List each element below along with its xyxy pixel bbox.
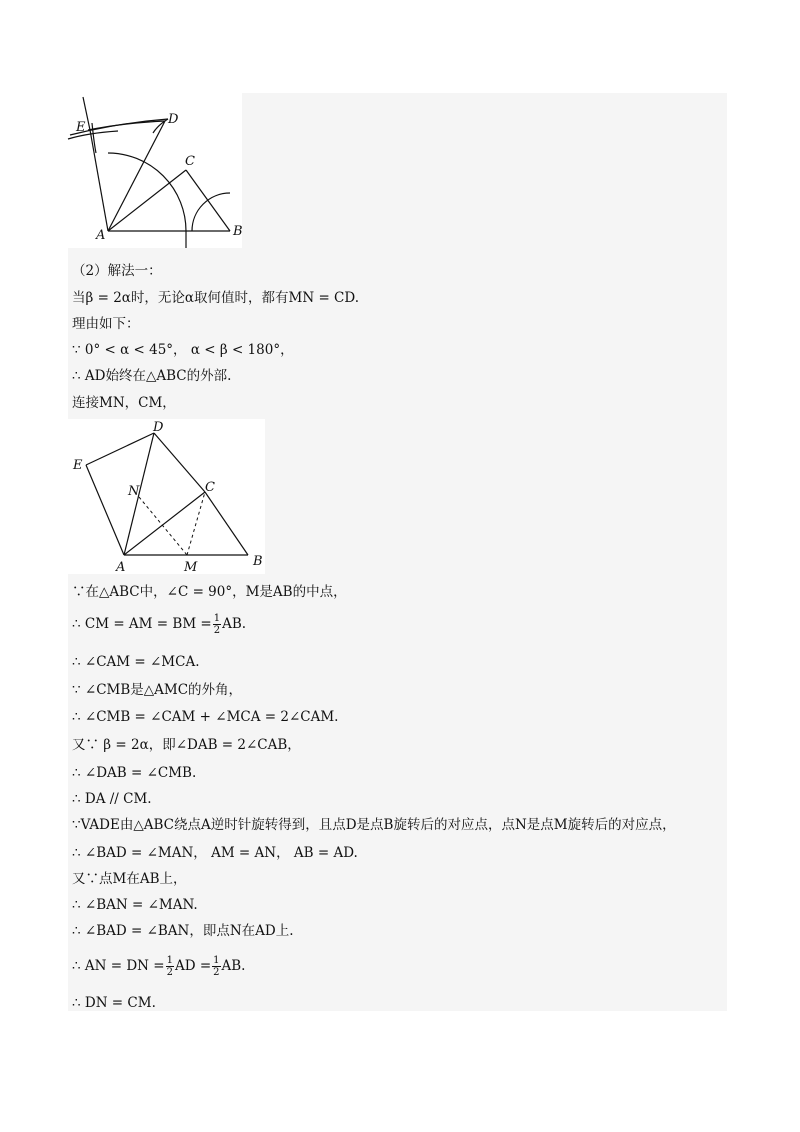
text-line: ∴ ∠BAD = ∠BAN，即点N在AD上. <box>72 923 294 939</box>
label-m: M <box>184 560 198 575</box>
label-e: E <box>73 458 83 473</box>
label-b: B <box>253 554 263 569</box>
label-b: B <box>233 224 243 239</box>
text-line-fraction: ∴ AN = DN = $\frac{1}{2}$ AD = $\frac{1}{2}$ AB. <box>72 955 246 978</box>
text-line: 理由如下： <box>72 316 140 332</box>
label-d: D <box>168 112 179 127</box>
fraction-one-half: $\frac{1}{2}$ <box>213 955 220 978</box>
text-line: 当β = 2α时，无论α取何值时，都有MN = CD. <box>72 290 360 306</box>
segment-cb <box>205 492 248 555</box>
text-line: ∴ ∠CAM = ∠MCA. <box>72 654 200 670</box>
label-c: C <box>185 154 195 169</box>
label-a: A <box>96 228 106 243</box>
text-line: ∵ 0° < α < 45°， α < β < 180°， <box>72 342 294 358</box>
dashed-nm <box>139 497 187 555</box>
text-line: ∴ ∠BAD = ∠MAN， AM = AN， AB = AD. <box>72 845 358 861</box>
text-line: 又∵ β = 2α，即∠DAB = 2∠CAB， <box>72 737 301 753</box>
text-line: ∴ DN = CM. <box>72 995 156 1011</box>
text-line: （2）解法一： <box>72 263 162 279</box>
label-c: C <box>205 480 215 495</box>
segment-ad <box>108 121 165 231</box>
segment-dc <box>154 433 205 492</box>
label-n: N <box>128 484 140 499</box>
text-line: 连接MN，CM， <box>72 395 176 411</box>
dashed-cm <box>187 492 205 555</box>
text-line: ∴ AD始终在△ABC的外部. <box>72 368 232 384</box>
text-line: ∴ ∠BAN = ∠MAN. <box>72 897 198 913</box>
segment-ae <box>90 130 108 231</box>
text-line-fraction: ∴ CM = AM = BM = $\frac{1}{2}$ AB. <box>72 613 247 636</box>
label-a: A <box>116 560 126 575</box>
text-line: ∴ DA // CM. <box>72 791 152 807</box>
fraction-one-half: $\frac{1}{2}$ <box>213 613 221 636</box>
fraction-one-half: $\frac{1}{2}$ <box>166 955 173 978</box>
text-line: 又∵点M在AB上， <box>72 871 187 887</box>
label-d: D <box>153 420 164 435</box>
text-line: ∵在△ABC中，∠C = 90°，M是AB的中点， <box>72 584 347 600</box>
text-line: ∵ ∠CMB是△AMC的外角， <box>72 682 243 698</box>
text-line: ∴ ∠CMB = ∠CAM + ∠MCA = 2∠CAM. <box>72 709 339 725</box>
segment-ac <box>124 492 205 555</box>
arc-tick-e <box>92 123 96 153</box>
text-line: ∴ ∠DAB = ∠CMB. <box>72 765 197 781</box>
segment-ea <box>86 465 124 555</box>
text-line: ∵VADE由△ABC绕点A逆时针旋转得到，且点D是点B旋转后的对应点，点N是点M旋转后的对应点， <box>72 817 676 833</box>
label-e: E <box>76 120 86 135</box>
segment-ac <box>108 170 186 231</box>
segment-de <box>86 433 154 465</box>
figure-1-construction <box>68 93 242 248</box>
figure-2-rotation <box>68 419 265 574</box>
arc-at-b <box>192 193 230 231</box>
